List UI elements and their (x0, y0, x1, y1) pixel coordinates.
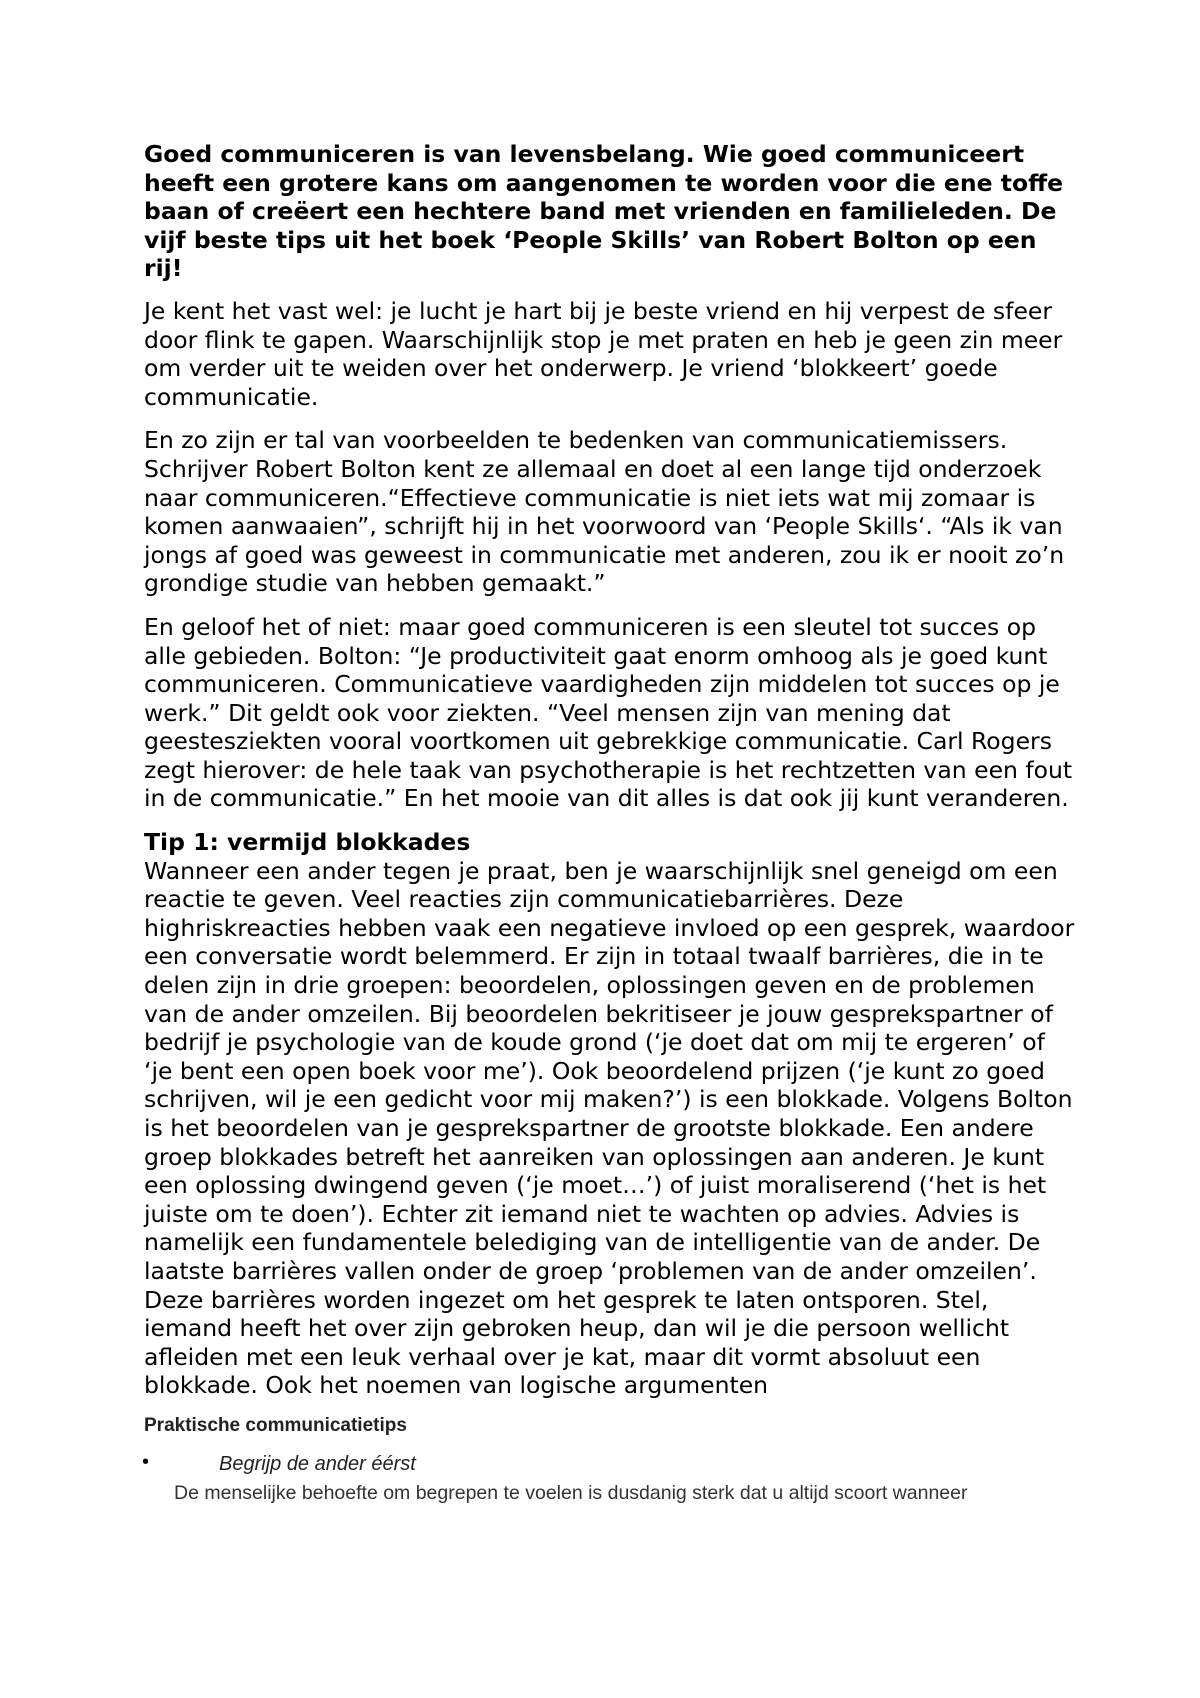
bullet-list-item (144, 1450, 1079, 1478)
practical-tips-heading: Praktische communicatietips (144, 1414, 407, 1436)
body-paragraph-3: En geloof het of niet: maar goed communiceren is een sleutel tot succes op alle gebieden. Bolton: “Je productiviteit gaat enorm omhoog als je goed kunt communiceren. Communicatieve vaardigheden zijn middelen tot succes op je werk.” Dit geldt ook voor ziekten. “Veel mensen zijn van mening dat geestesziekten vooral voortkomen uit gebrekkige communicatie. Carl Rogers zegt hierover: de hele taak van psychotherapie is het rechtzetten van een fout in de communicatie.” En het mooie van dit alles is dat ook jij kunt veranderen. (144, 612, 1073, 813)
tip1-body: Wanneer een ander tegen je praat, ben je waarschijnlijk snel geneigd om een reactie te geven. Veel reacties zijn communicatiebarrières. Deze highriskreacties hebben vaak een negatieve invloed op een gesprek, waardoor een conversatie wordt belemmerd. Er zijn in totaal twaalf barrières, die in te delen zijn in drie groepen: beoordelen, oplossingen geven en de problemen van de ander omzeilen. Bij beoordelen bekritiseer je jouw gesprekspartner of bedrijf je psychologie van de koude grond (‘je doet dat om mij te ergeren’ of ‘je bent een open boek voor me’). Ook beoordelend prijzen (‘je kunt zo goed schrijven, wil je een gedicht voor mij maken?’) is een blokkade. Volgens Bolton is het beoordelen van je gesprekspartner de grootste blokkade. Een andere groep blokkades betreft het aanreiken van oplossingen aan anderen. Je kunt een oplossing dwingend geven (‘je moet…’) of juist moraliserend (‘het is het juiste om te doen’). Echter zit iemand niet te wachten op advies. Advies is namelijk een fundamentele belediging van de intelligentie van de ander. De laatste barrières vallen onder de groep ‘problemen van de ander omzeilen’. Deze barrières worden ingezet om het gesprek te laten ontsporen. Stel, iemand heeft het over zijn gebroken heup, dan wil je die persoon wellicht afleiden met een leuk verhaal over je kat, maar dit vormt absoluut een blokkade. Ook het noemen van logische argumenten (144, 856, 1075, 1400)
intro-paragraph: Goed communiceren is van levensbelang. Wie goed communiceert heeft een grotere kans om aangenomen te worden voor die ene toffe baan of creëert een hechtere band met vrienden en familieleden. De vijf beste tips uit het boek ‘People Skills’ van Robert Bolton op een rij! (144, 140, 1064, 283)
bullet-item-text: Begrijp de ander éérst (219, 1452, 416, 1475)
body-paragraph-1: Je kent het vast wel: je lucht je hart bij je beste vriend en hij verpest de sfeer door flink te gapen. Waarschijnlijk stop je met praten en heb je geen zin meer om verder uit te weiden over het onderwerp. Je vriend ‘blokkeert’ goede communicatie. (144, 296, 1063, 411)
practical-tip-text: De menselijke behoefte om begrepen te voelen is dusdanig sterk dat u altijd scoort wanneer (174, 1481, 968, 1504)
body-paragraph-2: En zo zijn er tal van voorbeelden te bedenken van communicatiemissers. Schrijver Robert Bolton kent ze allemaal en doet al een lange tijd onderzoek naar communiceren.“Effectieve communicatie is niet iets wat mij zomaar is komen aanwaaien”, schrijft hij in het voorwoord van ‘People Skills‘. “Als ik van jongs af goed was geweest in communicatie met anderen, zou ik er nooit zo’n grondige studie van hebben gemaakt.” (144, 426, 1065, 598)
document-content (144, 140, 1079, 1506)
bullet-icon: • (142, 1450, 150, 1473)
tip1-heading: Tip 1: vermijd blokkades (144, 828, 471, 857)
